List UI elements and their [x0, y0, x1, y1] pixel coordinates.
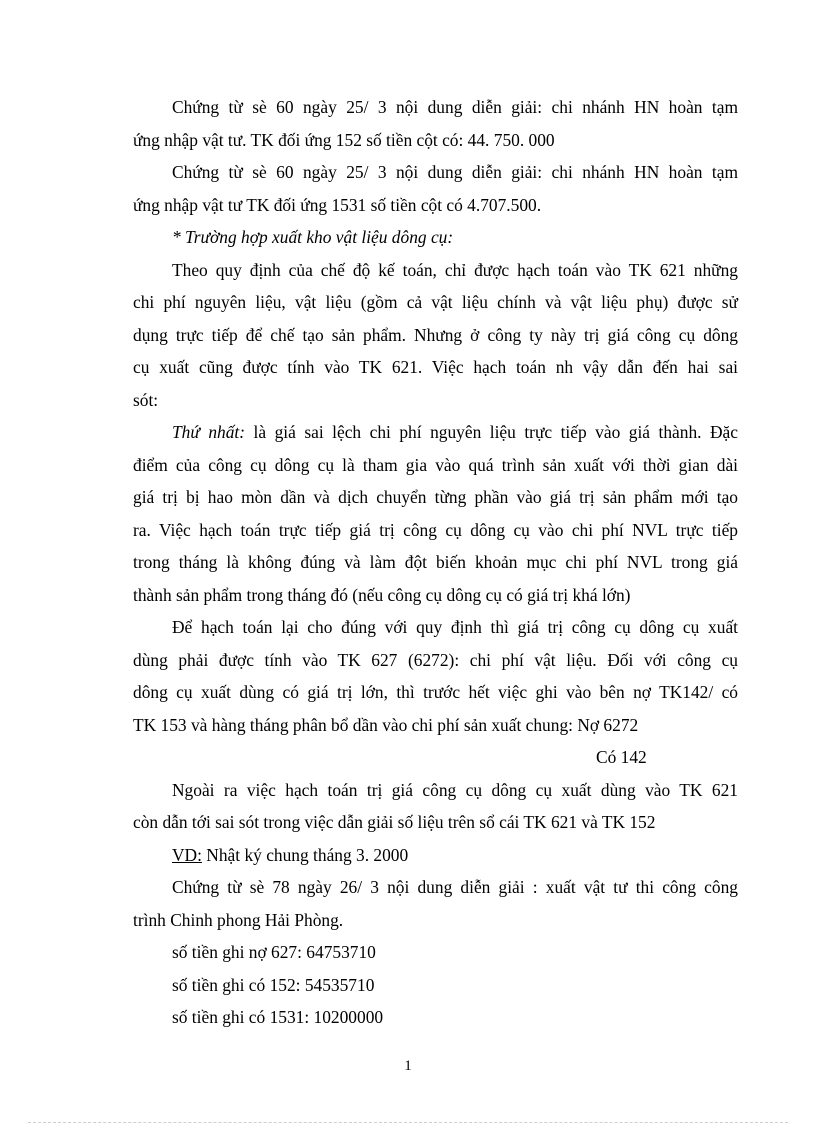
text-line: sót: [133, 390, 159, 410]
text-line: TK 153 và hàng tháng phân bổ dần vào chi phí sản xuất chung: Nợ 6272 [133, 715, 639, 735]
text-line: Chứng từ sè 60 ngày 25/ 3 nội dung diễn giải: chi nhánh HN hoàn tạm [172, 97, 738, 117]
amount-line: số tiền ghi nợ 627: 64753710 [172, 942, 376, 962]
amount-line: số tiền ghi có 1531: 10200000 [172, 1007, 384, 1027]
text-line: cụ xuất cũng được tính vào TK 621. Việc hạch toán nh vậy dẫn đến hai sai [133, 357, 738, 377]
lead-phrase: Thứ nhất: [172, 422, 246, 442]
text-line: dụng trực tiếp để chế tạo sản phẩm. Nhưng ở công ty này trị giá công cụ dông [133, 325, 738, 345]
text-line: trình Chinh phong Hải Phòng. [133, 910, 344, 930]
credit-entry: Có 142 [596, 747, 647, 767]
text-line: dùng phải được tính vào TK 627 (6272): chi phí vật liệu. Đối với công cụ [133, 650, 738, 670]
section-heading: * Trường hợp xuất kho vật liệu dông cụ: [172, 227, 454, 247]
text-line: thành sản phẩm trong tháng đó (nếu công cụ dông cụ có giá trị khá lớn) [133, 585, 631, 605]
text-line: giá trị bị hao mòn dần và dịch chuyển từng phần vào giá trị sản phẩm mới tạo [133, 487, 738, 507]
text-line: chi phí nguyên liệu, vật liệu (gồm cả vật liệu chính và vật liệu phụ) được sử [133, 292, 738, 312]
text-line: Theo quy định của chế độ kế toán, chỉ được hạch toán vào TK 621 những [172, 260, 738, 280]
text-line: ra. Việc hạch toán trực tiếp giá trị công cụ dông cụ vào chi phí NVL trực tiếp [133, 520, 738, 540]
text-line: điểm của công cụ dông cụ là tham gia vào quá trình sản xuất với thời gian dài [133, 455, 738, 475]
text-line: dông cụ xuất dùng có giá trị lớn, thì trước hết việc ghi vào bên nợ TK142/ có [133, 682, 738, 702]
example-label: VD: [172, 845, 202, 865]
page-number: 1 [404, 1058, 412, 1074]
text-line: Ngoài ra việc hạch toán trị giá công cụ dông cụ xuất dùng vào TK 621 [172, 780, 738, 800]
text-line: Để hạch toán lại cho đúng với quy định thì giá trị công cụ dông cụ xuất [172, 617, 738, 637]
amount-line: số tiền ghi có 152: 54535710 [172, 975, 375, 995]
text-run: Nhật ký chung tháng 3. 2000 [201, 845, 409, 865]
text-run: là giá sai lệch chi phí nguyên liệu trực tiếp vào giá thành. Đặc [245, 422, 738, 442]
text-line: trong tháng là không đúng và làm đột biến khoản mục chi phí NVL trong giá [133, 552, 738, 572]
text-line: Chứng từ sè 78 ngày 26/ 3 nội dung diễn giải : xuất vật tư thi công công [172, 877, 738, 897]
text-line: ứng nhập vật tư. TK đối ứng 152 số tiền cột có: 44. 750. 000 [133, 130, 555, 150]
text-line: Chứng từ sè 60 ngày 25/ 3 nội dung diễn giải: chi nhánh HN hoàn tạm [172, 162, 738, 182]
example-line [172, 839, 738, 872]
text-line: ứng nhập vật tư TK đối ứng 1531 số tiền cột có 4.707.500. [133, 195, 542, 215]
text-line: còn dẫn tới sai sót trong việc dẫn giải số liệu trên sổ cái TK 621 và TK 152 [133, 812, 656, 832]
text-line [172, 416, 738, 449]
